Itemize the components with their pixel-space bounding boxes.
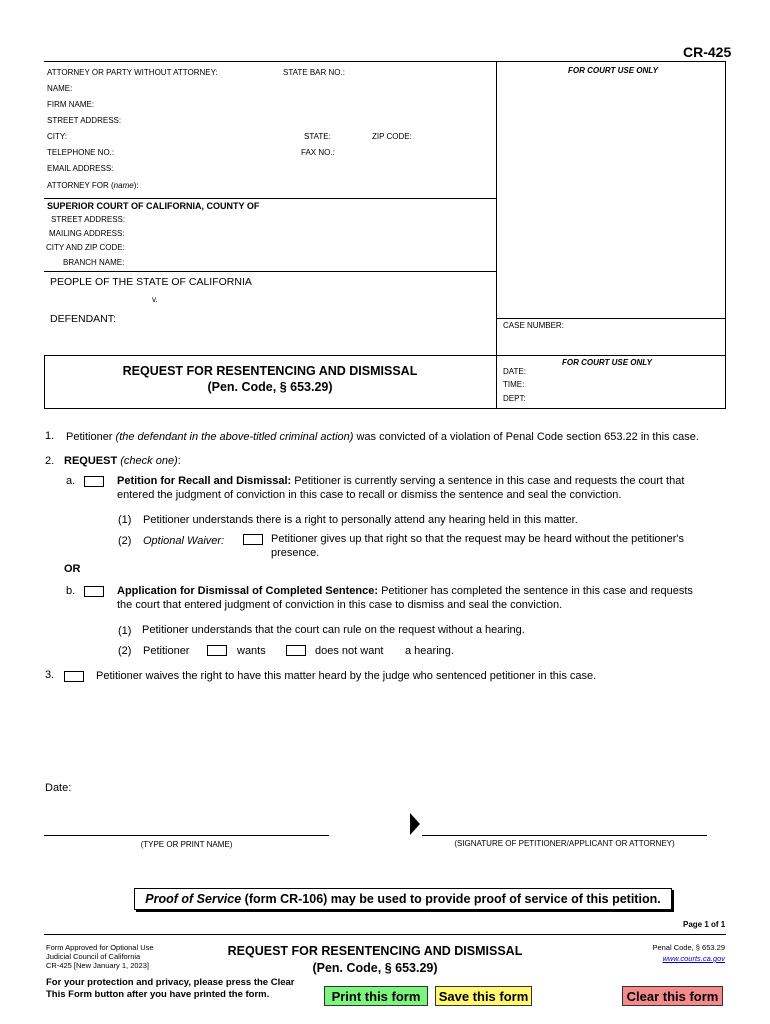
item2a-letter: a. (66, 475, 76, 487)
court-use-label-2: FOR COURT USE ONLY (562, 358, 652, 367)
court-branch-label: BRANCH NAME: (63, 258, 125, 267)
form-code: CR-425 (683, 44, 732, 60)
item2a2-text-line1: Petitioner gives up that right so that the request may be heard without the petitioner's (271, 533, 685, 545)
signature-arrow-icon (409, 812, 421, 836)
telephone-label: TELEPHONE NO.: (47, 148, 115, 157)
item3-checkbox[interactable] (64, 671, 84, 682)
name-field[interactable] (76, 83, 490, 97)
header-top-border (44, 61, 726, 62)
state-bar-label: STATE BAR NO.: (283, 68, 345, 77)
item2b-letter: b. (66, 585, 76, 597)
optional-waiver-checkbox[interactable] (243, 534, 263, 545)
defendant-label: DEFENDANT: (50, 313, 116, 325)
attorney-label: ATTORNEY OR PARTY WITHOUT ATTORNEY: (47, 68, 218, 77)
parties-top-border (44, 271, 497, 272)
item2a2-text-line2: presence. (271, 547, 320, 559)
item2-heading: REQUEST (check one): (64, 455, 181, 467)
hearing-time-label: TIME: (503, 380, 525, 389)
footer-title-line2: (Pen. Code, § 653.29) (312, 961, 438, 975)
does-not-want-label: does not want (315, 645, 384, 657)
save-form-button[interactable]: Save this form (435, 986, 532, 1006)
name-label: NAME: (47, 84, 73, 93)
attorney-for-label: ATTORNEY FOR (name): (47, 181, 139, 190)
item2b1-number: (1) (118, 625, 132, 637)
page-number: Page 1 of 1 (683, 920, 726, 929)
item2a2-optional-waiver: Optional Waiver: (143, 535, 225, 547)
footer-top-border (44, 934, 726, 935)
court-mailing-label: MAILING ADDRESS: (49, 229, 125, 238)
fax-label: FAX NO.: (301, 148, 335, 157)
footer-penal-code: Penal Code, § 653.29 (652, 943, 725, 952)
item2a-text-line2: entered the judgment of conviction in this case to recall or dismiss the sentence and seal the conviction. (117, 489, 622, 501)
item2b-text-line2: the court that entered judgment of conviction in this case to dismiss and seal the conviction. (117, 599, 563, 611)
street-address-label: STREET ADDRESS: (47, 116, 122, 125)
item2b2-petitioner: Petitioner (143, 645, 190, 657)
title-top-border (44, 355, 726, 356)
item2a1-text: Petitioner understands there is a right to personally attend any hearing held in this matter. (143, 514, 578, 526)
versus-label: v. (152, 295, 158, 304)
type-name-caption: (TYPE OR PRINT NAME) (140, 840, 233, 849)
item3-number: 3. (45, 669, 55, 681)
print-name-line (44, 835, 329, 836)
people-label: PEOPLE OF THE STATE OF CALIFORNIA (50, 276, 252, 288)
or-label: OR (64, 563, 81, 575)
print-name-field[interactable] (44, 820, 333, 834)
courts-website-link[interactable]: www.courts.ca.gov (662, 954, 725, 963)
wants-label: wants (237, 645, 266, 657)
court-title: SUPERIOR COURT OF CALIFORNIA, COUNTY OF (47, 201, 260, 211)
state-label: STATE: (304, 132, 331, 141)
form-title-line1: REQUEST FOR RESENTENCING AND DISMISSAL (122, 364, 418, 378)
item2a-checkbox[interactable] (84, 476, 104, 487)
item2a2-number: (2) (118, 535, 132, 547)
email-label: EMAIL ADDRESS: (47, 164, 114, 173)
case-number-top-border (496, 318, 726, 319)
court-street-label: STREET ADDRESS: (51, 215, 126, 224)
privacy-notice: For your protection and privacy, please press the Clear This Form button after you have printed the form. (46, 977, 295, 1000)
clear-form-button[interactable]: Clear this form (622, 986, 723, 1006)
footer-title-line1: REQUEST FOR RESENTENCING AND DISMISSAL (227, 944, 523, 958)
proof-of-service-text: Proof of Service (form CR-106) may be used to provide proof of service of this petition. (145, 892, 661, 906)
wants-hearing-checkbox[interactable] (207, 645, 227, 656)
zip-code-label: ZIP CODE: (372, 132, 412, 141)
date-label: Date: (45, 782, 72, 794)
footer-left-info: Form Approved for Optional Use Judicial Council of California CR-425 [New January 1, 2023] (46, 943, 154, 970)
item2b-checkbox[interactable] (84, 586, 104, 597)
date-field[interactable] (80, 780, 284, 794)
court-top-border (44, 198, 497, 199)
does-not-want-hearing-checkbox[interactable] (286, 645, 306, 656)
a-hearing-label: a hearing. (405, 645, 454, 657)
item2b2-number: (2) (118, 645, 132, 657)
case-number-label: CASE NUMBER: (503, 321, 564, 330)
header-bottom-border (44, 408, 726, 409)
item2-number: 2. (45, 455, 55, 467)
court-city-zip-label: CITY AND ZIP CODE: (46, 243, 125, 252)
item2a1-number: (1) (118, 514, 132, 526)
city-label: CITY: (47, 132, 68, 141)
signature-caption: (SIGNATURE OF PETITIONER/APPLICANT OR ATTORNEY) (454, 839, 675, 848)
item2b-text-line1: Application for Dismissal of Completed Sentence: Petitioner has completed the sentence in this case and requests (117, 585, 693, 597)
item2a-text-line1: Petition for Recall and Dismissal: Petitioner is currently serving a sentence in this case and requests the court that (117, 475, 685, 487)
item3-text: Petitioner waives the right to have this matter heard by the judge who sentenced petitioner in this case. (96, 670, 597, 682)
court-use-label: FOR COURT USE ONLY (568, 66, 658, 75)
item2b1-text: Petitioner understands that the court can rule on the request without a hearing. (142, 624, 525, 636)
firm-name-label: FIRM NAME: (47, 100, 95, 109)
item1-text: Petitioner (the defendant in the above-titled criminal action) was convicted of a violation of Penal Code section 653.22 in this case. (66, 431, 699, 443)
hearing-dept-label: DEPT: (503, 394, 526, 403)
item1-number: 1. (45, 430, 55, 442)
hearing-date-label: DATE: (503, 367, 526, 376)
form-title-line2: (Pen. Code, § 653.29) (207, 380, 333, 394)
signature-line (422, 835, 707, 836)
print-form-button[interactable]: Print this form (324, 986, 428, 1006)
